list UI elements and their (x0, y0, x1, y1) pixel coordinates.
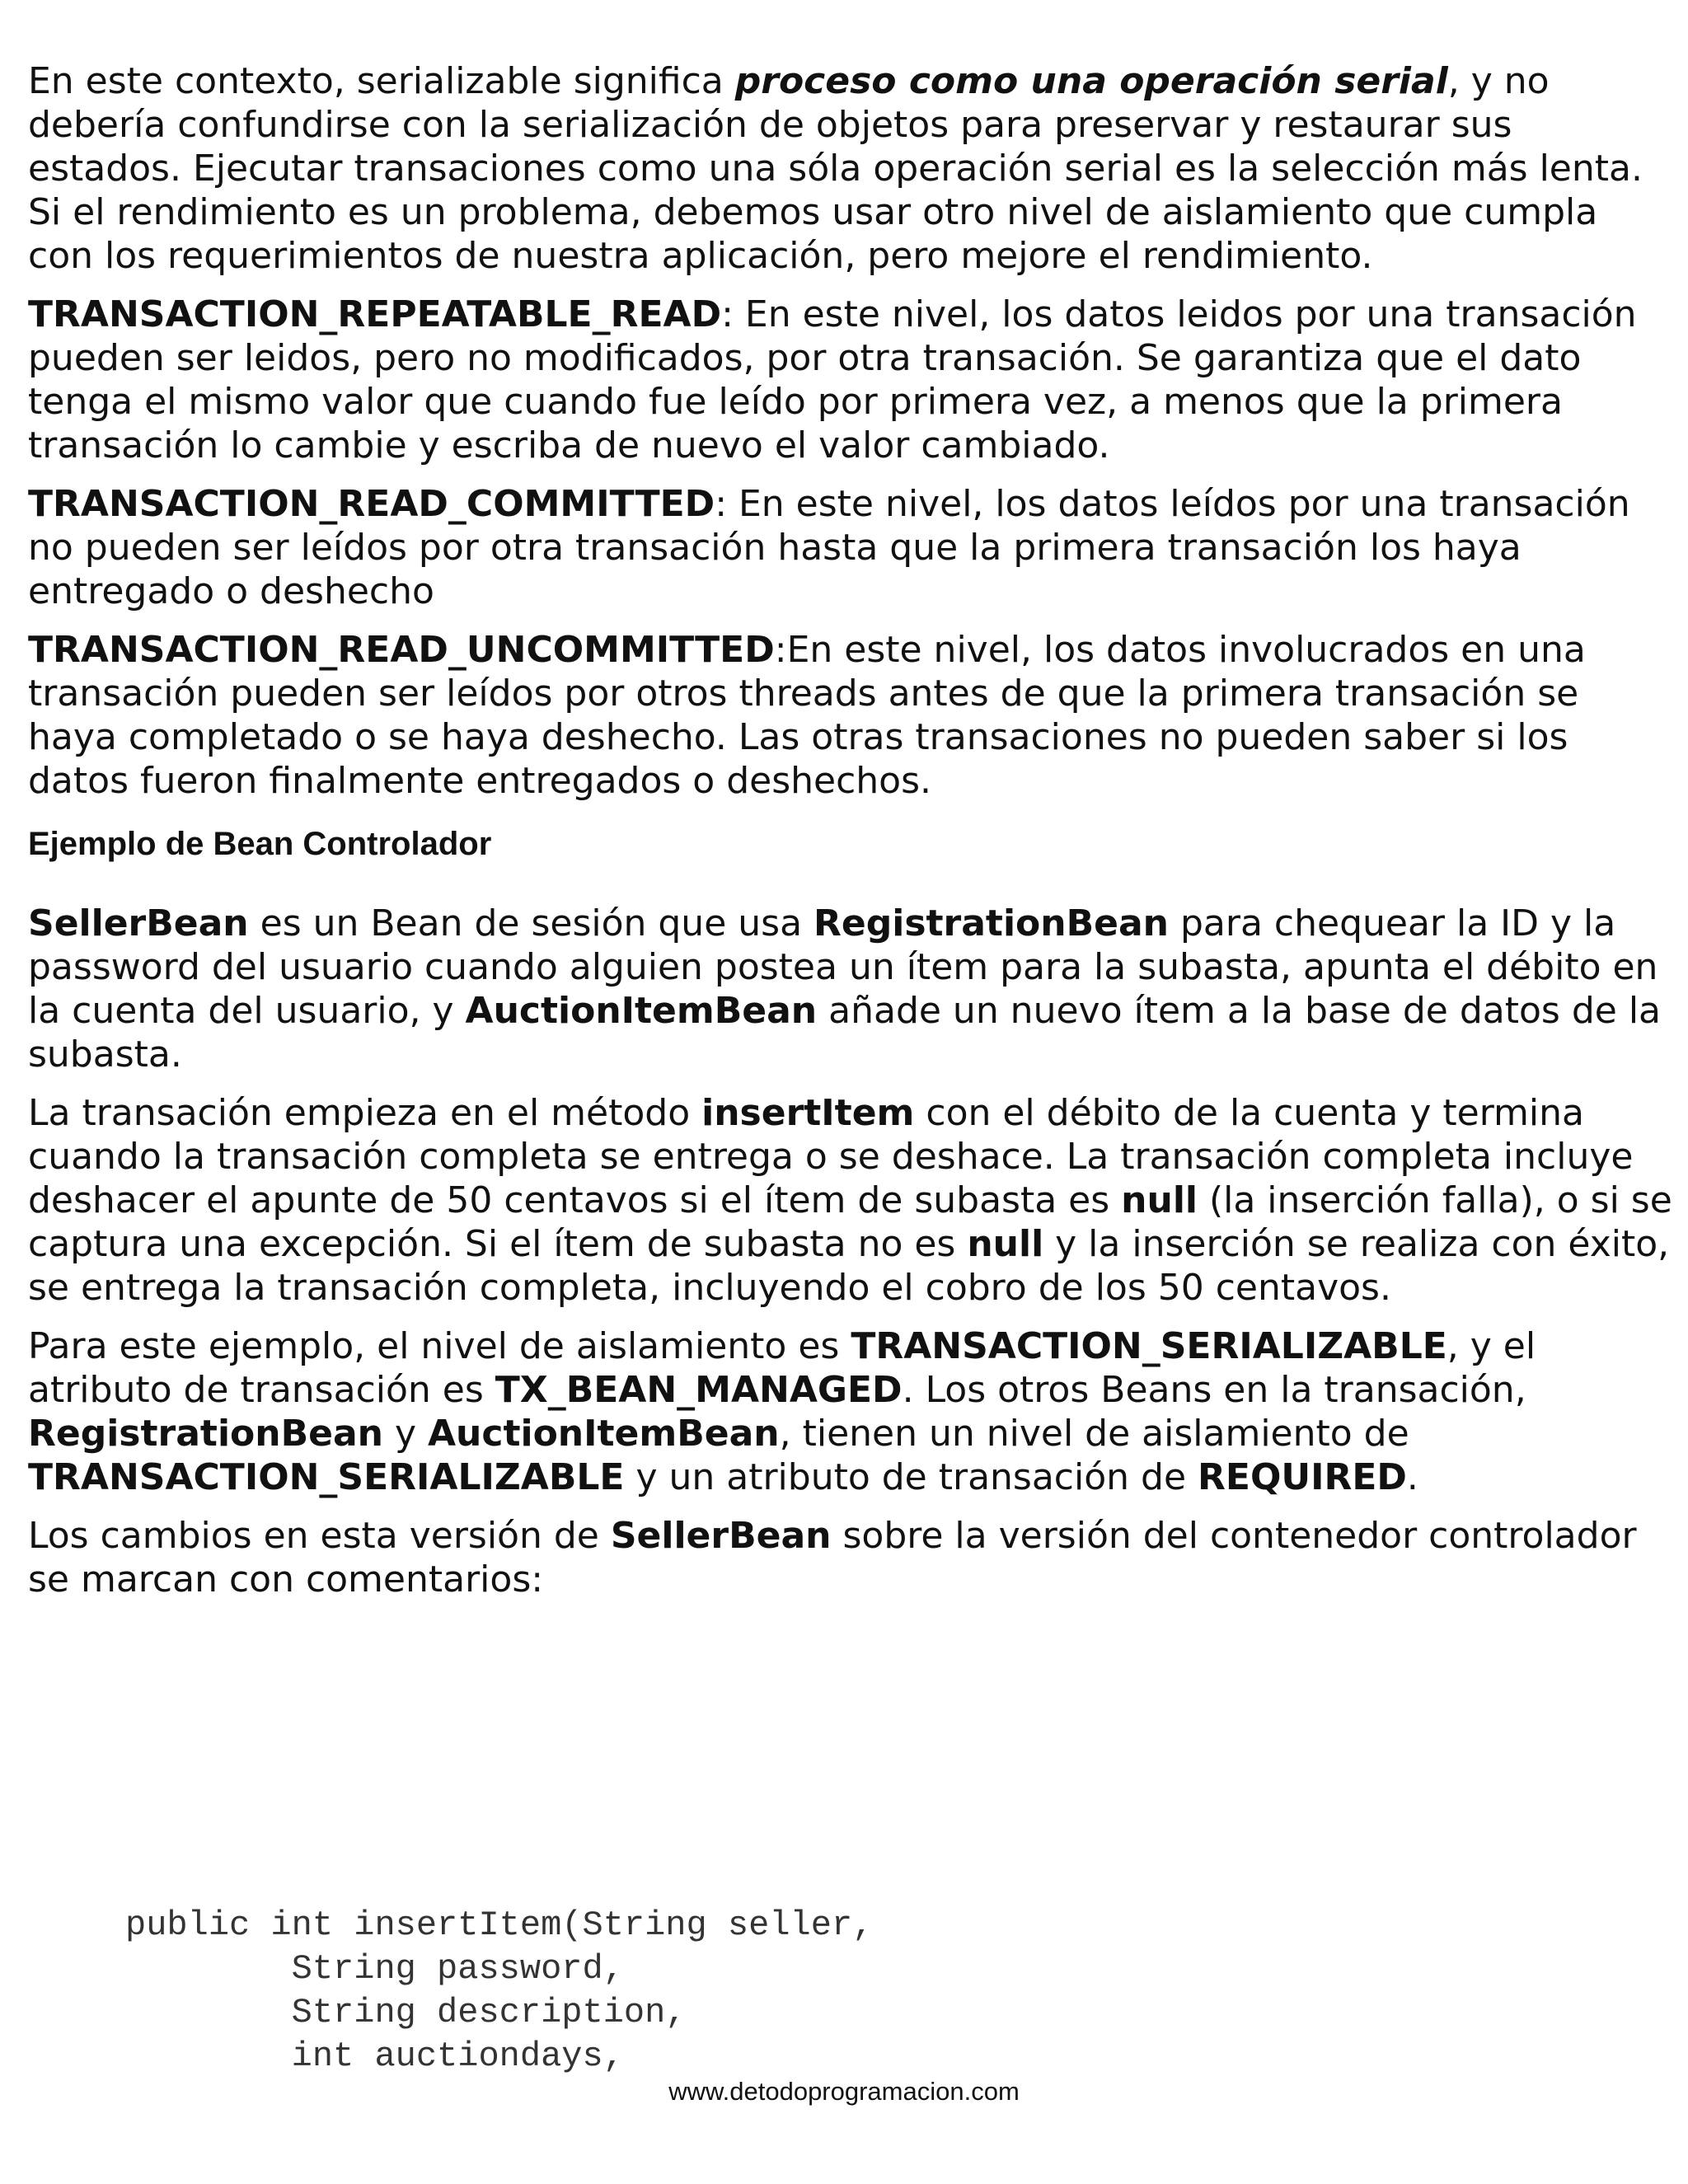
paragraph-read-uncommitted: TRANSACTION_READ_UNCOMMITTED:En este nivel, los datos involucrados en una transación pueden ser leídos por otros threads antes de que la primera transación se haya completado o se haya deshecho. Las otras transaciones no pueden saber si los datos fueron finalmente entregados o deshechos. (28, 629, 1586, 802)
code-line: public int insertItem(String seller, (125, 1905, 874, 1945)
term-read-committed: TRANSACTION_READ_COMMITTED (28, 483, 715, 525)
section-heading: Ejemplo de Bean Controlador (28, 826, 492, 862)
code-line: String password, (125, 1949, 624, 1989)
term-repeatable-read: TRANSACTION_REPEATABLE_READ (28, 293, 722, 335)
paragraph-isolation-level: Para este ejemplo, el nivel de aislamiento es TRANSACTION_SERIALIZABLE, y el atributo de transación es TX_BEAN_MANAGED. Los otros Beans en la transación, RegistrationBean y AuctionItemBean, tienen un nivel de aislamiento de TRANSACTION_SERIALIZABLE y un atributo de transación de REQUIRED. (28, 1325, 1536, 1498)
code-line: int auctiondays, (125, 2036, 624, 2076)
term-read-uncommitted: TRANSACTION_READ_UNCOMMITTED (28, 629, 775, 671)
footer-url: www.detodoprogramacion.com (668, 2077, 1020, 2106)
code-line: String description, (125, 1993, 687, 2032)
paragraph-sellerbean: SellerBean es un Bean de sesión que usa RegistrationBean para chequear la ID y la password del usuario cuando alguien postea un ítem para la subasta, apunta el débito en la cuenta del usuario, y AuctionItemBean añade un nuevo ítem a la base de datos de la subasta. (28, 902, 1661, 1076)
code-block (125, 1904, 873, 2079)
paragraph-transaction-flow: La transación empieza en el método insertItem con el débito de la cuenta y termina cuando la transación completa se entrega o se deshace. La transación completa incluye deshacer el apunte de 50 centavos si el ítem de subasta es null (la inserción falla), o si se captura una excepción. Si el ítem de subasta no es null y la inserción se realiza con éxito, se entrega la transación completa, incluyendo el cobro de los 50 centavos. (28, 1092, 1672, 1309)
paragraph-read-committed: TRANSACTION_READ_COMMITTED: En este nivel, los datos leídos por una transación no pueden ser leídos por otra transación hasta que la primera transación los haya entregado o deshecho (28, 483, 1630, 612)
emphasis-serial-process: proceso como una operación serial (734, 60, 1448, 102)
paragraph-serializable: En este contexto, serializable significa proceso como una operación serial, y no debería confundirse con la serialización de objetos para preservar y restaurar sus estados. Ejecutar transaciones como una sóla operación serial es la selección más lenta. Si el rendimiento es un problema, debemos usar otro nivel de aislamiento que cumpla con los requerimientos de nuestra aplicación, pero mejore el rendimiento. (28, 60, 1643, 277)
paragraph-changes: Los cambios en esta versión de SellerBean sobre la versión del contenedor controlador se marcan con comentarios: (28, 1515, 1637, 1601)
paragraph-repeatable-read: TRANSACTION_REPEATABLE_READ: En este nivel, los datos leidos por una transación pueden ser leidos, pero no modificados, por otra transación. Se garantiza que el dato tenga el mismo valor que cuando fue leído por primera vez, a menos que la primera transación lo cambie y escriba de nuevo el valor cambiado. (28, 293, 1637, 466)
document-body (28, 59, 1672, 1616)
